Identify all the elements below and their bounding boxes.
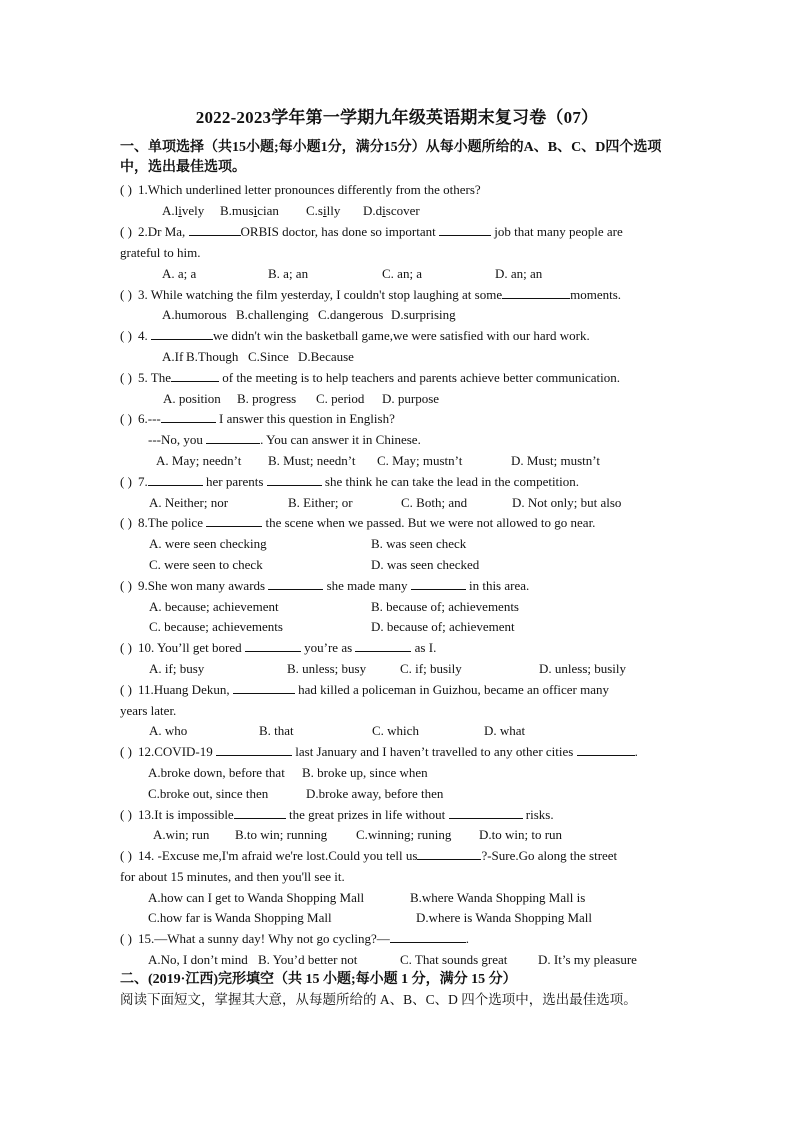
option-d: D. Not only; but also <box>512 495 622 510</box>
fill-blank[interactable] <box>268 576 323 590</box>
question-14-continuation: for about 15 minutes, and then you'll see it. <box>120 869 345 884</box>
option-a: A.how can I get to Wanda Shopping Mall <box>148 890 365 905</box>
fill-blank[interactable] <box>245 638 301 652</box>
option-d: D.where is Wanda Shopping Mall <box>416 910 592 925</box>
fill-blank[interactable] <box>577 742 635 756</box>
question-15: ( ) 15.—What a sunny day! Why not go cycling?— . <box>120 929 469 949</box>
option-d: D. what <box>484 723 526 738</box>
option-b: B.where Wanda Shopping Mall is <box>410 890 586 905</box>
fill-blank[interactable] <box>161 409 216 423</box>
option-b: B. that <box>259 723 294 738</box>
option-c: C. May; mustn’t <box>377 453 463 468</box>
option-b: B. unless; busy <box>287 661 367 676</box>
option-b: B. You’d better not <box>258 952 358 967</box>
option-c: C.silly <box>306 203 341 218</box>
fill-blank[interactable] <box>233 680 295 694</box>
fill-blank[interactable] <box>411 576 466 590</box>
option-a: A. who <box>149 723 188 738</box>
option-a: A.win; run <box>153 827 210 842</box>
question-5: ( ) 5. The of the meeting is to help teachers and parents achieve better communication. <box>120 368 620 388</box>
answer-paren[interactable]: ( ) <box>120 848 132 863</box>
option-d: D. an; an <box>495 266 543 281</box>
question-12: ( ) 12.COVID-19 last January and I haven’t travelled to any other cities . <box>120 742 638 762</box>
answer-paren[interactable]: ( ) <box>120 370 132 385</box>
option-c: C. if; busily <box>400 661 462 676</box>
question-4: ( ) 4. we didn't win the basketball game,we were satisfied with our hard work. <box>120 326 590 346</box>
option-a: A.No, I don’t mind <box>148 952 248 967</box>
option-a: A. if; busy <box>149 661 205 676</box>
option-b: B. progress <box>237 391 297 406</box>
fill-blank[interactable] <box>151 326 213 340</box>
option-a: A. position <box>163 391 221 406</box>
question-11: ( ) 11.Huang Dekun, had killed a policeman in Guizhou, became an officer many <box>120 680 609 700</box>
option-b: B. Either; or <box>288 495 353 510</box>
question-13: ( ) 13.It is impossible the great prizes in life without risks. <box>120 805 554 825</box>
question-14: ( ) 14. -Excuse me,I'm afraid we're lost.Could you tell us ?-Sure.Go along the street <box>120 846 617 866</box>
fill-blank[interactable] <box>171 368 219 382</box>
answer-paren[interactable]: ( ) <box>120 931 132 946</box>
answer-paren[interactable]: ( ) <box>120 328 132 343</box>
fill-blank[interactable] <box>206 430 260 444</box>
fill-blank[interactable] <box>355 638 411 652</box>
question-9: ( ) 9.She won many awards she made many in this area. <box>120 576 529 596</box>
option-c: C. were seen to check <box>149 557 263 572</box>
option-b: B.Though <box>186 349 239 364</box>
option-b: B. because of; achievements <box>371 599 519 614</box>
answer-paren[interactable]: ( ) <box>120 474 132 489</box>
answer-paren[interactable]: ( ) <box>120 682 132 697</box>
answer-paren[interactable]: ( ) <box>120 411 132 426</box>
question-8: ( ) 8.The police the scene when we passed. But we were not allowed to go near. <box>120 513 595 533</box>
option-c: C. period <box>316 391 365 406</box>
question-6-reply: ---No, you . You can answer it in Chinese. <box>148 432 421 447</box>
option-a: A. because; achievement <box>149 599 279 614</box>
section1-header-line2: 中，选出最佳选项。 <box>120 160 246 175</box>
question-2-continuation: grateful to him. <box>120 245 201 260</box>
option-b: B. broke up, since when <box>302 765 428 780</box>
option-d: D. was seen checked <box>371 557 480 572</box>
underlined-letter: i <box>253 203 258 218</box>
option-a: A.humorous <box>162 307 227 322</box>
option-d: D.Because <box>298 349 354 364</box>
option-d: D. because of; achievement <box>371 619 515 634</box>
answer-paren[interactable]: ( ) <box>120 182 132 197</box>
option-c: C.broke out, since then <box>148 786 269 801</box>
option-d: D. unless; busily <box>539 661 627 676</box>
option-d: D. It’s my pleasure <box>538 952 637 967</box>
question-2: ( ) 2.Dr Ma, ORBIS doctor, has done so important job that many people are <box>120 222 623 242</box>
option-d: D. Must; mustn’t <box>511 453 600 468</box>
option-b: B. was seen check <box>371 536 467 551</box>
question-3: ( ) 3. While watching the film yesterday, I couldn't stop laughing at some moments. <box>120 285 621 305</box>
answer-paren[interactable]: ( ) <box>120 744 132 759</box>
option-b: B. a; an <box>268 266 309 281</box>
option-a: A.lively <box>162 203 205 218</box>
section2-header: 二、(2019·江西)完形填空（共 15 小题;每小题 1 分，满分 15 分） <box>120 972 517 987</box>
option-d: D.discover <box>363 203 420 218</box>
question-10: ( ) 10. You’ll get bored you’re as as I. <box>120 638 436 658</box>
fill-blank[interactable] <box>148 472 203 486</box>
option-b: B.challenging <box>236 307 309 322</box>
option-c: C.winning; runing <box>356 827 452 842</box>
question-1 <box>120 180 481 200</box>
question-6: ( ) 6.--- I answer this question in English? <box>120 409 395 429</box>
option-a: A. May; needn’t <box>156 453 242 468</box>
underlined-letter: i <box>382 203 386 218</box>
answer-paren[interactable]: ( ) <box>120 287 132 302</box>
fill-blank[interactable] <box>390 929 466 943</box>
fill-blank[interactable] <box>206 513 262 527</box>
option-d: D.broke away, before then <box>306 786 444 801</box>
section2-instructions: 阅读下面短文，掌握其大意，从每题所给的 A、B、C、D 四个选项中，选出最佳选项。 <box>120 992 637 1007</box>
option-d: D.to win; to run <box>479 827 563 842</box>
fill-blank[interactable] <box>502 285 570 299</box>
option-c: C. which <box>372 723 419 738</box>
option-d: D. purpose <box>382 391 440 406</box>
option-a: A. a; a <box>162 266 197 281</box>
fill-blank[interactable] <box>417 846 481 860</box>
fill-blank[interactable] <box>267 472 322 486</box>
option-c: C. because; achievements <box>149 619 283 634</box>
option-b: B. Must; needn’t <box>268 453 356 468</box>
question-11-continuation: years later. <box>120 703 177 718</box>
option-a: A. Neither; nor <box>149 495 229 510</box>
section1-header-line1: 一、单项选择（共15小题;每小题1分，满分15分）从每小题所给的A、B、C、D四个选项 <box>120 140 662 155</box>
answer-paren[interactable]: ( ) <box>120 578 132 593</box>
option-c: C.dangerous <box>318 307 384 322</box>
underlined-letter: i <box>322 203 327 218</box>
fill-blank[interactable] <box>189 222 241 236</box>
section1-header <box>120 138 680 178</box>
fill-blank[interactable] <box>449 805 523 819</box>
answer-paren[interactable]: ( ) <box>120 224 132 239</box>
option-c: C. an; a <box>382 266 423 281</box>
answer-paren[interactable]: ( ) <box>120 640 132 655</box>
option-a: A. were seen checking <box>149 536 267 551</box>
underlined-letter: i <box>178 203 182 218</box>
option-c: C.Since <box>248 349 289 364</box>
fill-blank[interactable] <box>234 805 286 819</box>
fill-blank[interactable] <box>216 742 292 756</box>
option-b: B.musician <box>220 203 279 218</box>
option-d: D.surprising <box>391 307 456 322</box>
question-stem: 1.Which underlined letter pronounces differently from the others? <box>138 182 481 197</box>
answer-paren[interactable]: ( ) <box>120 807 132 822</box>
option-b: B.to win; running <box>235 827 328 842</box>
option-c: C.how far is Wanda Shopping Mall <box>148 910 332 925</box>
option-a: A.broke down, before that <box>148 765 285 780</box>
option-a: A.If <box>162 349 184 364</box>
option-c: C. Both; and <box>401 495 468 510</box>
page-title: 2022-2023学年第一学期九年级英语期末复习卷（07） <box>195 108 599 127</box>
fill-blank[interactable] <box>439 222 491 236</box>
answer-paren[interactable]: ( ) <box>120 515 132 530</box>
question-7: ( ) 7. her parents she think he can take the lead in the competition. <box>120 472 579 492</box>
option-c: C. That sounds great <box>400 952 508 967</box>
